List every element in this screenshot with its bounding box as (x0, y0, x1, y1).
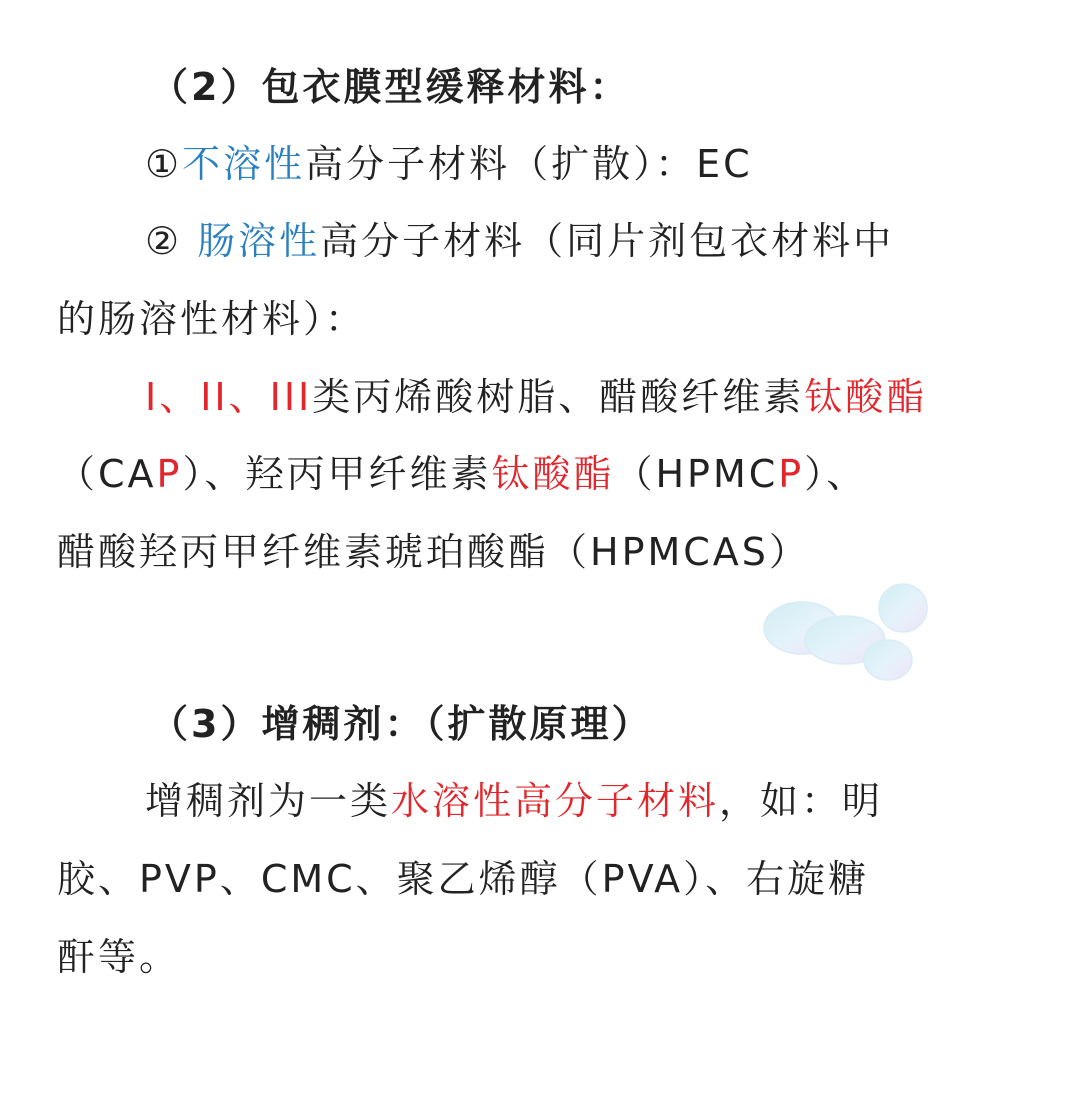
materials-line-3-text: 醋酸羟丙甲纤维素琥珀酸酯（HPMCAS） (57, 530, 810, 574)
section-3-line-3 (57, 935, 181, 979)
materials-hpmcp-open: （HPMC (614, 452, 779, 496)
section-3-line-3-text: 酐等。 (57, 935, 181, 979)
section-3-heading (150, 702, 653, 746)
item-2-marker: ② (145, 219, 198, 263)
item-1-text: 高分子材料（扩散）：EC (305, 142, 753, 186)
materials-line-1-red: 钛酸酯 (804, 375, 928, 419)
materials-cap-p: P (156, 452, 183, 496)
materials-line-3 (57, 530, 810, 574)
materials-roman-numerals: I、II、III (145, 375, 313, 419)
section-3-red: 水溶性高分子材料 (391, 779, 720, 823)
cloud-decoration-icon (760, 578, 935, 688)
materials-line-2-end: ）、 (804, 452, 868, 496)
materials-line-2 (57, 452, 868, 496)
section-2-heading-text: （2）包衣膜型缓释材料： (150, 65, 631, 109)
section-3-line-1 (145, 779, 884, 823)
item-2-continuation: 的肠溶性材料）： (57, 297, 367, 341)
section-3-text-a: 增稠剂为一类 (145, 779, 392, 823)
item-1-highlight: 不溶性 (182, 142, 306, 186)
section-3-line-2-text: 胶、PVP、CMC、聚乙烯醇（PVA）、右旋糖 (57, 857, 870, 901)
materials-line-2-text: ）、羟丙甲纤维素 (182, 452, 492, 496)
item-2-highlight: 肠溶性 (197, 219, 321, 263)
item-2-line-1 (145, 219, 895, 263)
materials-hpmcp-p: P (778, 452, 805, 496)
section-2-heading (150, 65, 631, 109)
section-3-text-b: ，如：明 (719, 779, 884, 823)
section-3-line-2 (57, 857, 870, 901)
item-1-line (145, 142, 753, 186)
materials-line-1-text: 类丙烯酸树脂、醋酸纤维素 (312, 375, 805, 419)
materials-cap-open: （CA (57, 452, 157, 496)
item-2-text: 高分子材料（同片剂包衣材料中 (320, 219, 895, 263)
item-2-line-2 (57, 297, 367, 341)
materials-line-1 (145, 375, 928, 419)
section-3-heading-text: （3）增稠剂：（扩散原理） (150, 702, 653, 746)
materials-line-2-red: 钛酸酯 (491, 452, 615, 496)
item-1-marker: ① (145, 142, 183, 186)
